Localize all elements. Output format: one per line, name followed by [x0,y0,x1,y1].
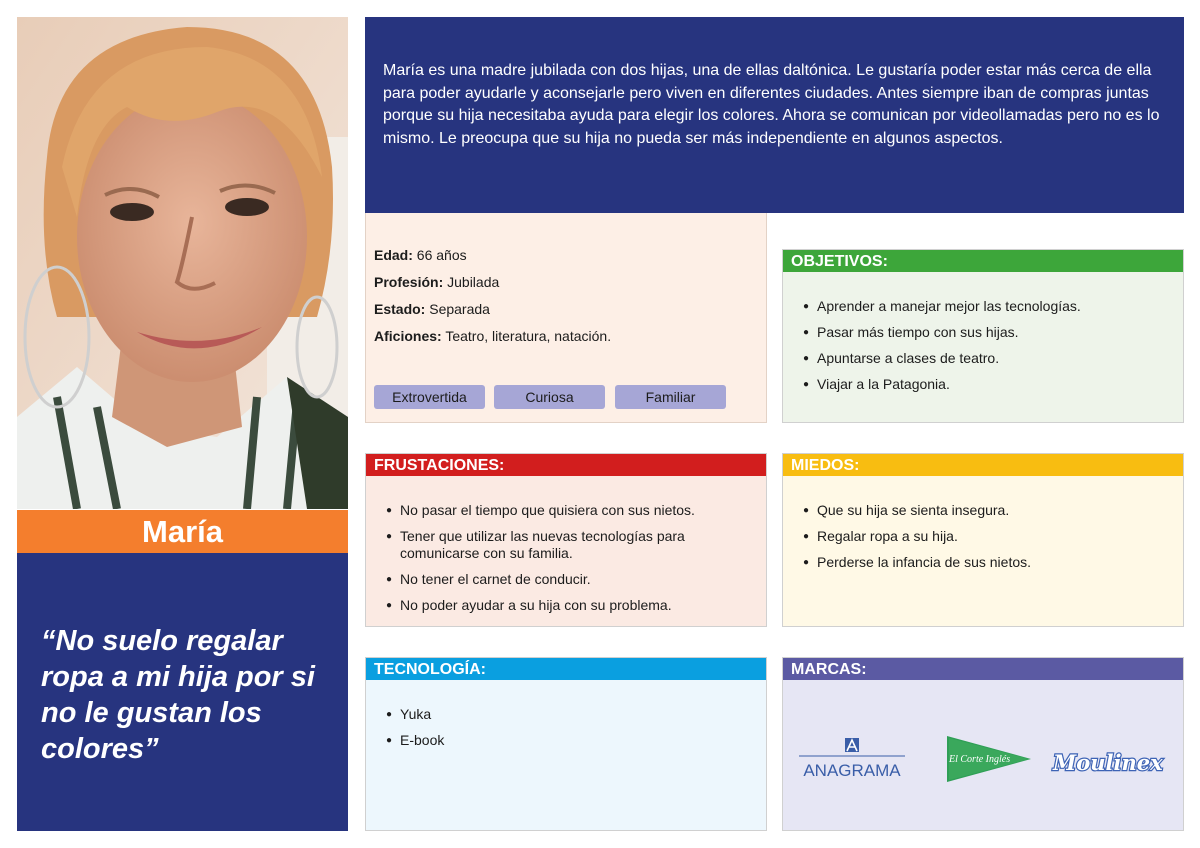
objetivos-list [805,298,1171,402]
marcas-title: MARCAS: [783,658,1183,680]
list-item: ● Perderse la infancia de sus nietos. [805,554,1171,571]
estado-label: Estado: [374,301,426,317]
tecnologia-card [365,657,767,831]
profesion-value: Jubilada [447,274,500,290]
anagrama-logo [797,736,907,782]
moulinex-icon [1051,746,1173,778]
persona-photo [17,17,348,509]
list-item: ● Aprender a manejar mejor las tecnologías. [805,298,1171,315]
quote-panel [17,553,348,831]
anagrama-icon [797,736,907,782]
list-item: ● No tener el carnet de conducir. [388,571,754,588]
list-item: ● Yuka [388,706,754,723]
list-item: ● E-book [388,732,754,749]
marcas-card [782,657,1184,831]
tecnologia-list [388,706,754,758]
trait-chip: Familiar [615,385,726,409]
list-item: ● Pasar más tiempo con sus hijas. [805,324,1171,341]
portrait-image [17,17,348,509]
miedos-title: MIEDOS: [783,454,1183,476]
list-item: ● Regalar ropa a su hija. [805,528,1171,545]
list-item: ● No poder ayudar a su hija con su problema. [388,597,754,614]
profesion-label: Profesión: [374,274,444,290]
info-aficiones [374,328,611,344]
objetivos-card [782,249,1184,423]
list-item: ● No pasar el tiempo que quisiera con sus nietos. [388,502,754,519]
edad-label: Edad: [374,247,413,263]
moulinex-text: Moulinex [1053,750,1163,775]
miedos-list [805,502,1171,580]
trait-chip: Extrovertida [374,385,485,409]
el-corte-ingles-logo [945,734,1033,784]
el-corte-ingles-icon [945,734,1033,784]
aficiones-value: Teatro, literatura, natación. [445,328,612,344]
tecnologia-title: TECNOLOGÍA: [366,658,766,680]
info-profesion [374,274,499,290]
anagrama-text: ANAGRAMA [803,761,901,780]
frustraciones-list [388,502,754,623]
list-item: ● Que su hija se sienta insegura. [805,502,1171,519]
bio-panel [365,17,1184,213]
info-card [365,213,767,423]
frustraciones-title: FRUSTACIONES: [366,454,766,476]
edad-value: 66 años [416,247,467,263]
aficiones-label: Aficiones: [374,328,442,344]
trait-chip: Curiosa [494,385,605,409]
info-estado [374,301,490,317]
list-item: ● Apuntarse a clases de teatro. [805,350,1171,367]
bio-text: María es una madre jubilada con dos hijas, una de ellas daltónica. Le gustaría poder estar más cerca de ella para poder ayudarle y aconsejarle pero viven en diferentes ciudades. Antes siempre iban de compras juntas porque su hija necesitaba ayuda para elegir los colores. Ahora se comunican por videollamadas pero no es lo mismo. Le preocupa que su hija no pueda ser más independiente en algunos aspectos. [383,62,1160,147]
list-item: ● Tener que utilizar las nuevas tecnologías para comunicarse con su familia. [388,528,754,562]
objetivos-title: OBJETIVOS: [783,250,1183,272]
moulinex-logo [1051,746,1173,778]
miedos-card [782,453,1184,627]
el-corte-ingles-text: El Corte Inglés [949,754,1011,765]
frustraciones-card [365,453,767,627]
info-edad [374,247,467,263]
estado-value: Separada [429,301,490,317]
list-item: ● Viajar a la Patagonia. [805,376,1171,393]
persona-quote: “No suelo regalar ropa a mi hija por si no le gustan los colores” [41,625,315,765]
persona-name: María [17,510,348,553]
